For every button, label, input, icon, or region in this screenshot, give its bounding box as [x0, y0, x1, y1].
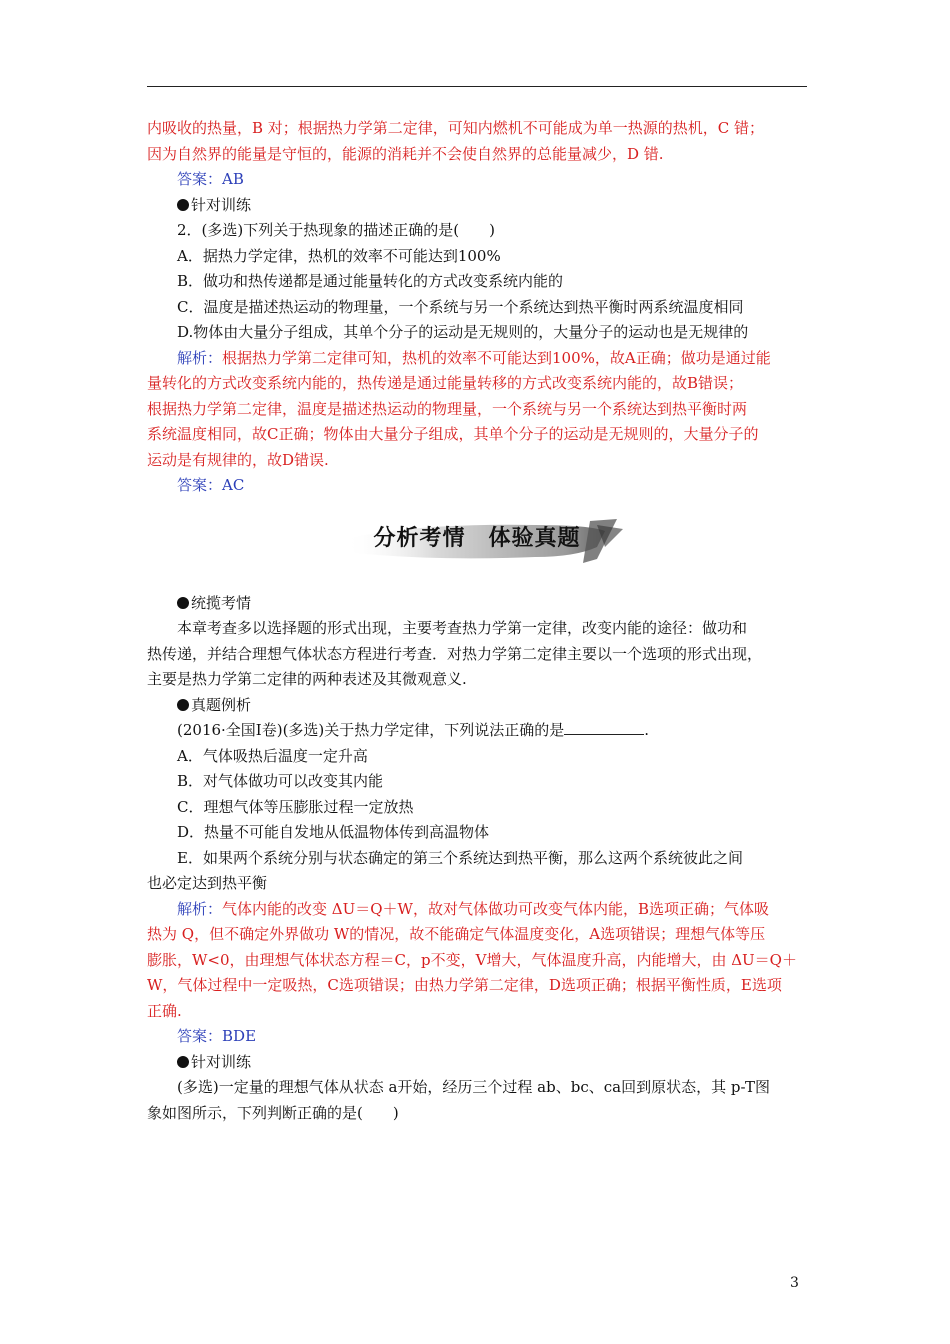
- analysis-line: 正确.: [147, 1001, 182, 1020]
- overview-line: 本章考查多以选择题的形式出现，主要考查热力学第一定律，改变内能的途径：做功和: [177, 619, 748, 637]
- example-question-text: (2016·全国Ⅰ卷)(多选)关于热力学定律，下列说法正确的是: [177, 721, 565, 739]
- option-a: A．据热力学定律，热机的效率不可能达到100%: [177, 246, 501, 265]
- analysis-line: 膨胀，W<0，由理想气体状态方程＝C，p不变，V增大，气体温度升高，内能增大，由 ΔU＝Q＋: [147, 950, 797, 969]
- example-question: [147, 718, 807, 744]
- bullet-icon: [177, 699, 189, 711]
- bullet-icon: [177, 597, 189, 609]
- analysis-line: 根据热力学第二定律，温度是描述热运动的物理量，一个系统与另一个系统达到热平衡时两: [147, 399, 748, 418]
- example-heading-text: 真题例析: [191, 695, 252, 714]
- section-banner: [147, 507, 807, 589]
- answer-label: 答案：: [177, 476, 223, 494]
- option-e-cont: 也必定达到热平衡: [147, 874, 268, 892]
- analysis-continued-line: 内吸收的热量，B 对；根据热力学第二定律，可知内燃机不可能成为单一热源的热机，C 错；: [147, 119, 765, 137]
- question-end: .: [644, 721, 650, 739]
- option-a: A．气体吸热后温度一定升高: [177, 746, 368, 765]
- analysis-line: W，气体过程中一定吸热，C选项错误；由热力学第二定律，D选项正确；根据平衡性质，E选项: [147, 976, 782, 994]
- header-rule: [147, 86, 807, 87]
- answer-line: [147, 167, 807, 193]
- analysis-text: 气体内能的改变 ΔU＝Q＋W，故对气体做功可改变气体内能，B选项正确；气体吸: [222, 899, 769, 918]
- overview-heading: [147, 591, 807, 617]
- analysis-continued-line: 因为自然界的能量是守恒的，能源的消耗并不会使自然界的总能量减少，D 错.: [147, 144, 664, 163]
- overview-heading-text: 统揽考情: [191, 593, 252, 612]
- analysis-label: 解析：: [177, 899, 223, 918]
- banner-title: 分析考情 体验真题: [373, 525, 581, 551]
- analysis-line: 运动是有规律的，故D错误.: [147, 450, 329, 469]
- option-b: B．对气体做功可以改变其内能: [177, 772, 384, 790]
- analysis-line: 系统温度相同，故C正确；物体由大量分子组成，其单个分子的运动是无规则的，大量分子的: [147, 425, 759, 443]
- bullet-icon: [177, 1056, 189, 1068]
- analysis-line: [147, 346, 807, 372]
- answer-value: AB: [222, 170, 244, 188]
- question-text: (多选)一定量的理想气体从状态 a开始，经历三个过程 ab、bc、ca回到原状态，其 p-T图: [177, 1078, 770, 1096]
- answer-value: AC: [222, 476, 245, 494]
- answer-line: [147, 473, 807, 499]
- answer-blank: [564, 720, 644, 735]
- page-number: 3: [790, 1275, 799, 1291]
- example-heading: [147, 693, 807, 719]
- question-text-cont: 象如图所示，下列判断正确的是( ): [147, 1103, 399, 1122]
- analysis-text: 根据热力学第二定律可知，热机的效率不可能达到100%，故A正确；做功是通过能: [222, 348, 771, 367]
- training-heading: [147, 193, 807, 219]
- answer-label: 答案：: [177, 1027, 223, 1045]
- analysis-line: [147, 897, 807, 923]
- option-c: C．温度是描述热运动的物理量，一个系统与另一个系统达到热平衡时两系统温度相同: [177, 297, 744, 316]
- option-e: E．如果两个系统分别与状态确定的第三个系统达到热平衡，那么这两个系统彼此之间: [177, 848, 743, 867]
- bullet-icon: [177, 199, 189, 211]
- answer-label: 答案：: [177, 170, 223, 188]
- question-text: 2．(多选)下列关于热现象的描述正确的是( ): [177, 221, 495, 239]
- option-c: C．理想气体等压膨胀过程一定放热: [177, 797, 414, 816]
- training-heading-text: 针对训练: [191, 195, 252, 214]
- page-content: [147, 116, 807, 1126]
- analysis-label: 解析：: [177, 348, 223, 367]
- answer-line: [147, 1024, 807, 1050]
- option-d: D.物体由大量分子组成，其单个分子的运动是无规则的，大量分子的运动也是无规律的: [177, 323, 749, 341]
- training-heading: [147, 1050, 807, 1076]
- analysis-line: 热为 Q，但不确定外界做功 W的情况，故不能确定气体温度变化，A选项错误；理想气体等压: [147, 925, 766, 943]
- option-d: D．热量不可能自发地从低温物体传到高温物体: [177, 823, 490, 841]
- training-heading-text: 针对训练: [191, 1052, 252, 1071]
- overview-line: 热传递，并结合理想气体状态方程进行考查．对热力学第二定律主要以一个选项的形式出现，: [147, 644, 763, 663]
- option-b: B．做功和热传递都是通过能量转化的方式改变系统内能的: [177, 272, 564, 290]
- answer-value: BDE: [222, 1027, 257, 1045]
- analysis-line: 量转化的方式改变系统内能的，热传递是通过能量转移的方式改变系统内能的，故B错误；: [147, 374, 744, 392]
- overview-line: 主要是热力学第二定律的两种表述及其微观意义.: [147, 670, 467, 688]
